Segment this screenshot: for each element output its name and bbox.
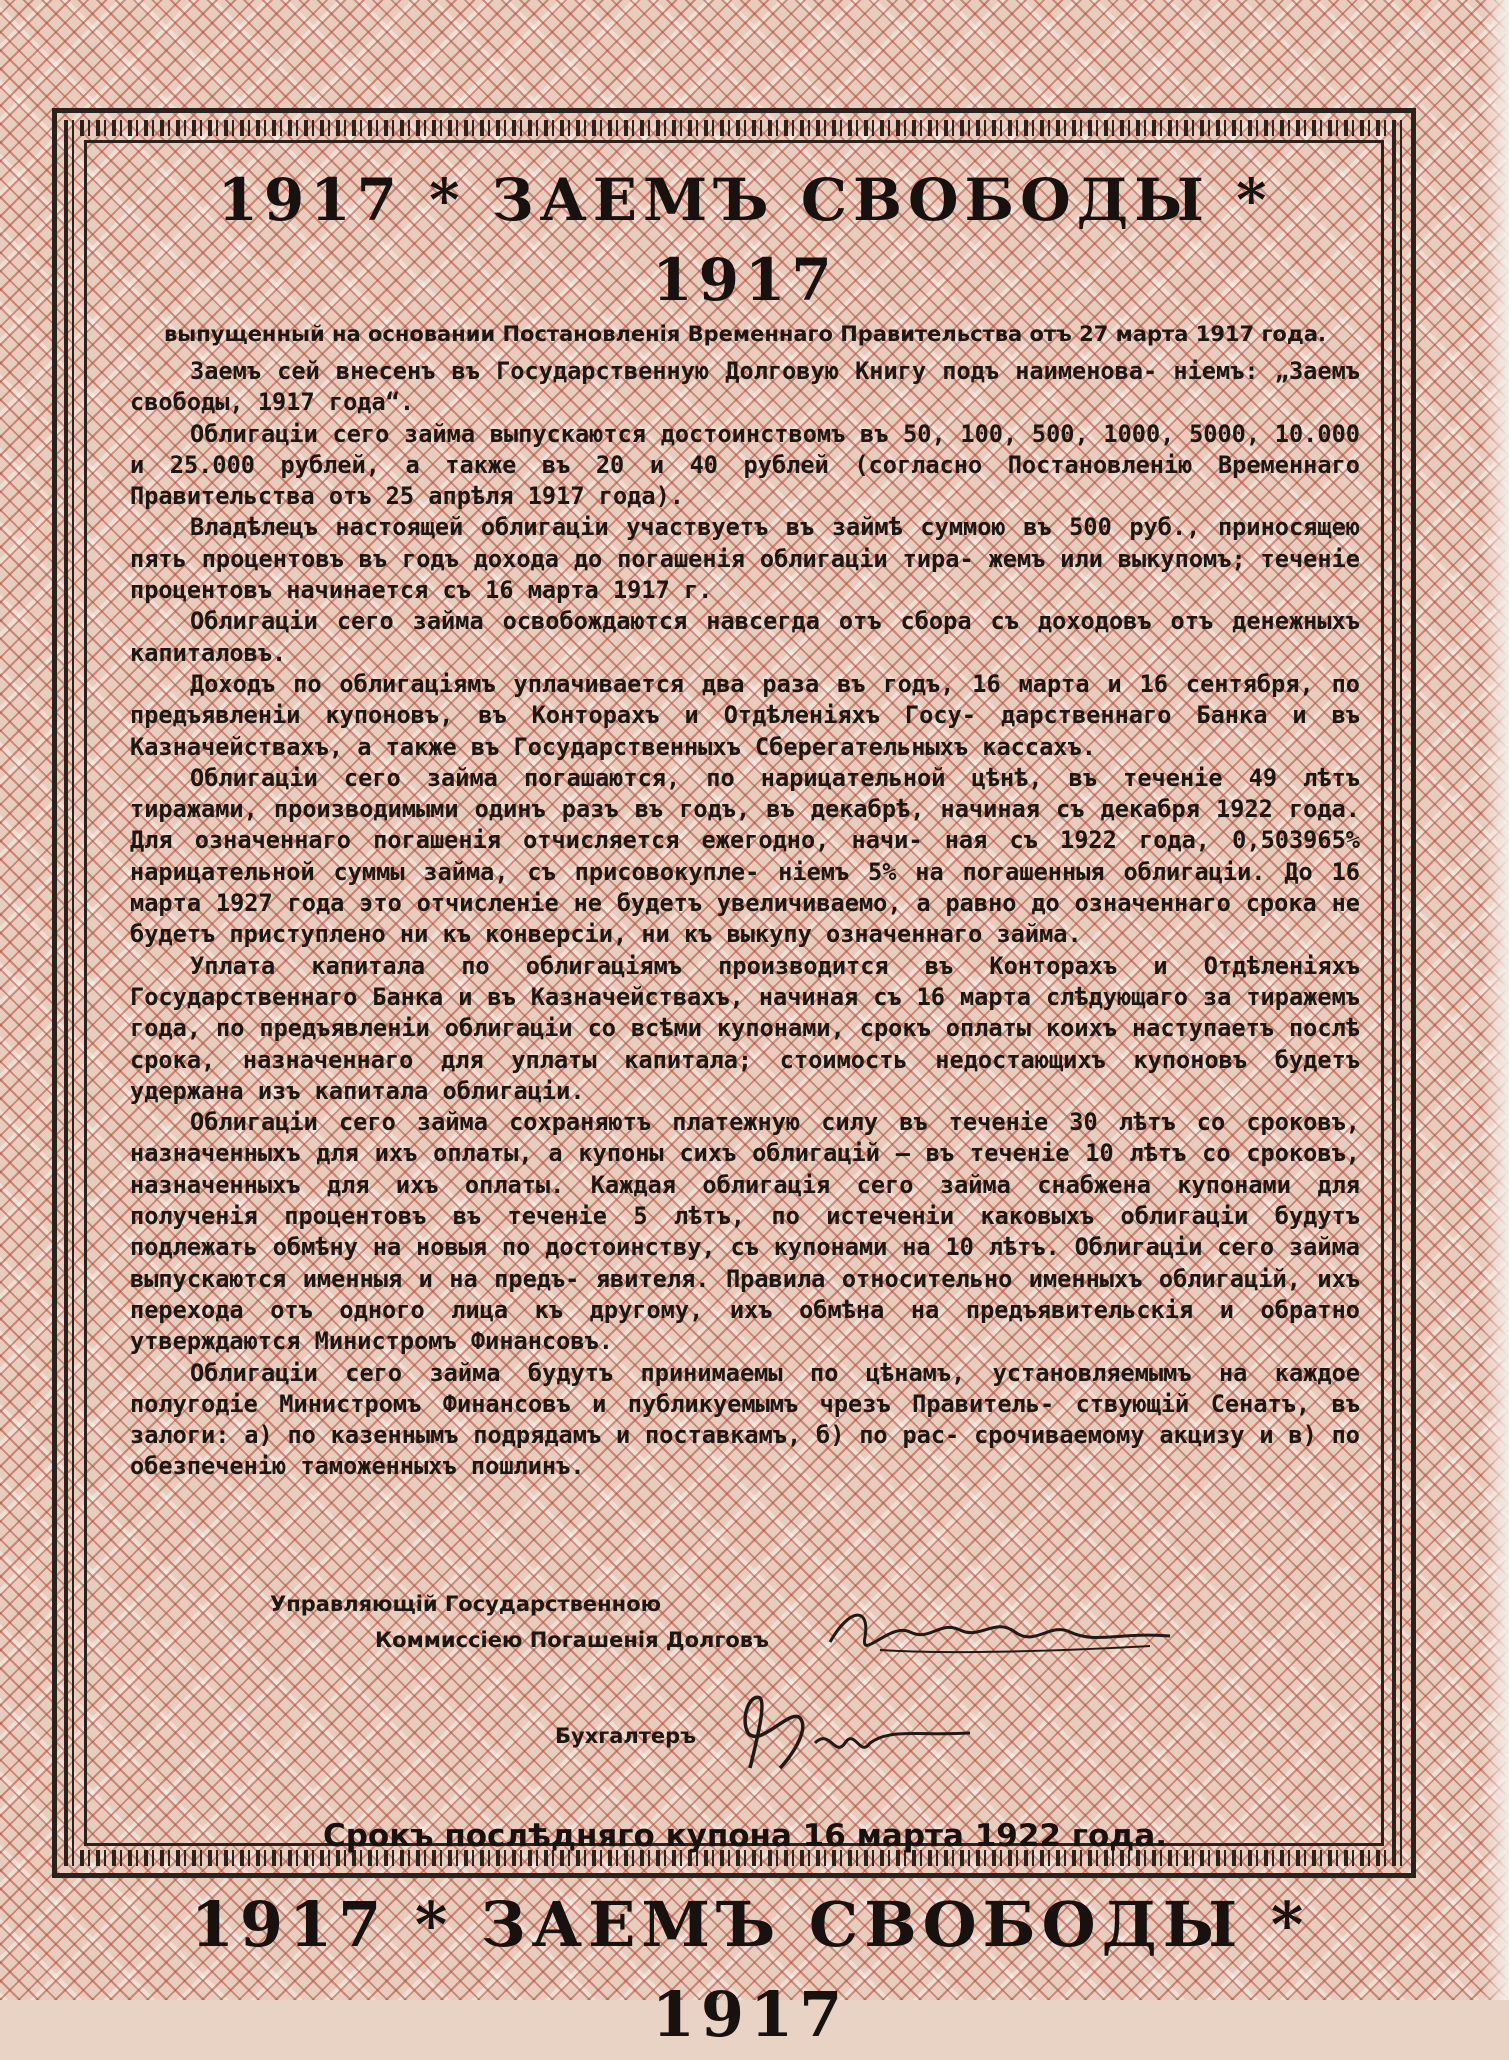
accountant-label: Бухгалтеръ: [555, 1724, 696, 1748]
bond-title: 1917 * ЗАЕМЪ СВОБОДЫ * 1917: [217, 166, 1273, 314]
bond-bottom-title: 1917 * ЗАЕМЪ СВОБОДЫ * 1917: [190, 1888, 1310, 2051]
paragraph-owner-interest: Владѣлецъ настоящей облигаціи участвуетъ въ займѣ суммою въ 500 руб., приносящею пять процентовъ въ годъ дохода до погашенія облигаціи тира- жемъ или выкупомъ; теченіе процентовъ начинается съ 16 марта 1917 г.: [130, 513, 1360, 605]
manager-title-line1: Управляющій Государственною: [270, 1592, 662, 1616]
paragraph-redemption: Облигаціи сего займа погашаются, по нарицательной цѣнѣ, въ теченіе 49 лѣтъ тиражами, производимыми одинъ разъ въ годъ, въ декабрѣ, начиная съ декабря 1922 года. Для означеннаго погашенія отчисляется ежегодно, начи- ная съ 1922 года, 0,503965% нарицательной суммы займа, съ присовокупле- ніемъ 5% на погашенныя облигаціи. До 16 марта 1927 года это отчисленіе не будетъ увеличиваемо, а равно до означеннаго срока не будетъ приступлено ни къ конверсіи, ни къ выкупу означеннаго займа.: [130, 763, 1360, 949]
paragraph-tax-exemption: Облигаціи сего займа освобождаются навсегда отъ сбора съ доходовъ отъ денежныхъ капиталовъ.: [130, 607, 1360, 667]
bond-text-block: [130, 160, 1360, 1483]
accountant-signature: [720, 1688, 980, 1788]
paragraph-collateral: Облигаціи сего займа будутъ принимаемы по цѣнамъ, установляемымъ на каждое полугодіе Министромъ Финансовъ и публикуемымъ чрезъ Правитель- ствующій Сенатъ, въ залоги: а) по казеннымъ подрядамъ и поставкамъ, б) по рас- срочиваемому акцизу и в) по обезпеченію таможенныхъ пошлинъ.: [130, 1358, 1360, 1481]
manager-title-line2: Коммиссіею Погашенія Долговъ: [375, 1628, 769, 1652]
paper-edge: [1481, 0, 1509, 2000]
paragraph-validity-coupons: Облигаціи сего займа сохраняютъ платежную силу въ теченіе 30 лѣтъ со сроковъ, назначенныхъ для ихъ оплаты, а купоны сихъ облигацій — въ теченіе 10 лѣтъ со сроковъ, назначенныхъ для ихъ оплаты. Каждая облигація сего займа снабжена купонами для полученія процентовъ въ теченіе 5 лѣтъ, по истеченіи каковыхъ облигаціи будутъ подлежать обмѣну на новыя по достоинству, съ купонами на 10 лѣтъ. Облигаціи сего займа выпускаются именныя и на предъ- явителя. Правила относительно именныхъ облигацій, ихъ перехода отъ одного лица къ другому, ихъ обмѣна на предъявительскія и обратно утверждаются Министромъ Финансовъ.: [130, 1108, 1360, 1356]
paragraph-registration: Заемъ сей внесенъ въ Государственную Долговую Книгу подъ наименова- ніемъ: „Заемъ свободы, 1917 года“.: [130, 357, 1360, 417]
manager-signature: [820, 1602, 1180, 1672]
bond-subtitle: выпущенный на основании Постановленія Временнаго Правительства отъ 27 марта 1917 года.: [164, 322, 1326, 346]
last-coupon-date: Срокъ послѣдняго купона 16 марта 1922 года.: [322, 1818, 1168, 1854]
paragraph-capital-payment: Уплата капитала по облигаціямъ производится въ Конторахъ и Отдѣленіяхъ Государственнаго Банка и въ Казначействахъ, начиная съ 16 марта слѣдующаго за тиражемъ года, по предъявленіи облигаціи со всѣми купонами, срокъ оплаты коихъ наступаетъ послѣ срока, назначеннаго для уплаты капитала; стоимость недостающихъ купоновъ будетъ удержана изъ капитала облигаціи.: [130, 951, 1360, 1105]
paragraph-denominations: Облигаціи сего займа выпускаются достоинствомъ въ 50, 100, 500, 1000, 5000, 10.000 и 25.000 рублей, а также въ 20 и 40 рублей (согласно Постановленію Временнаго Правительства отъ 25 апрѣля 1917 года).: [130, 419, 1360, 511]
signature-block: [130, 1592, 1360, 1772]
paragraph-income-payment: Доходъ по облигаціямъ уплачивается два раза въ годъ, 16 марта и 16 сентября, по предъявленіи купоновъ, въ Конторахъ и Отдѣленіяхъ Госу- дарственнаго Банка и въ Казначействахъ, а также въ Государственныхъ Сберегательныхъ кассахъ.: [130, 669, 1360, 761]
